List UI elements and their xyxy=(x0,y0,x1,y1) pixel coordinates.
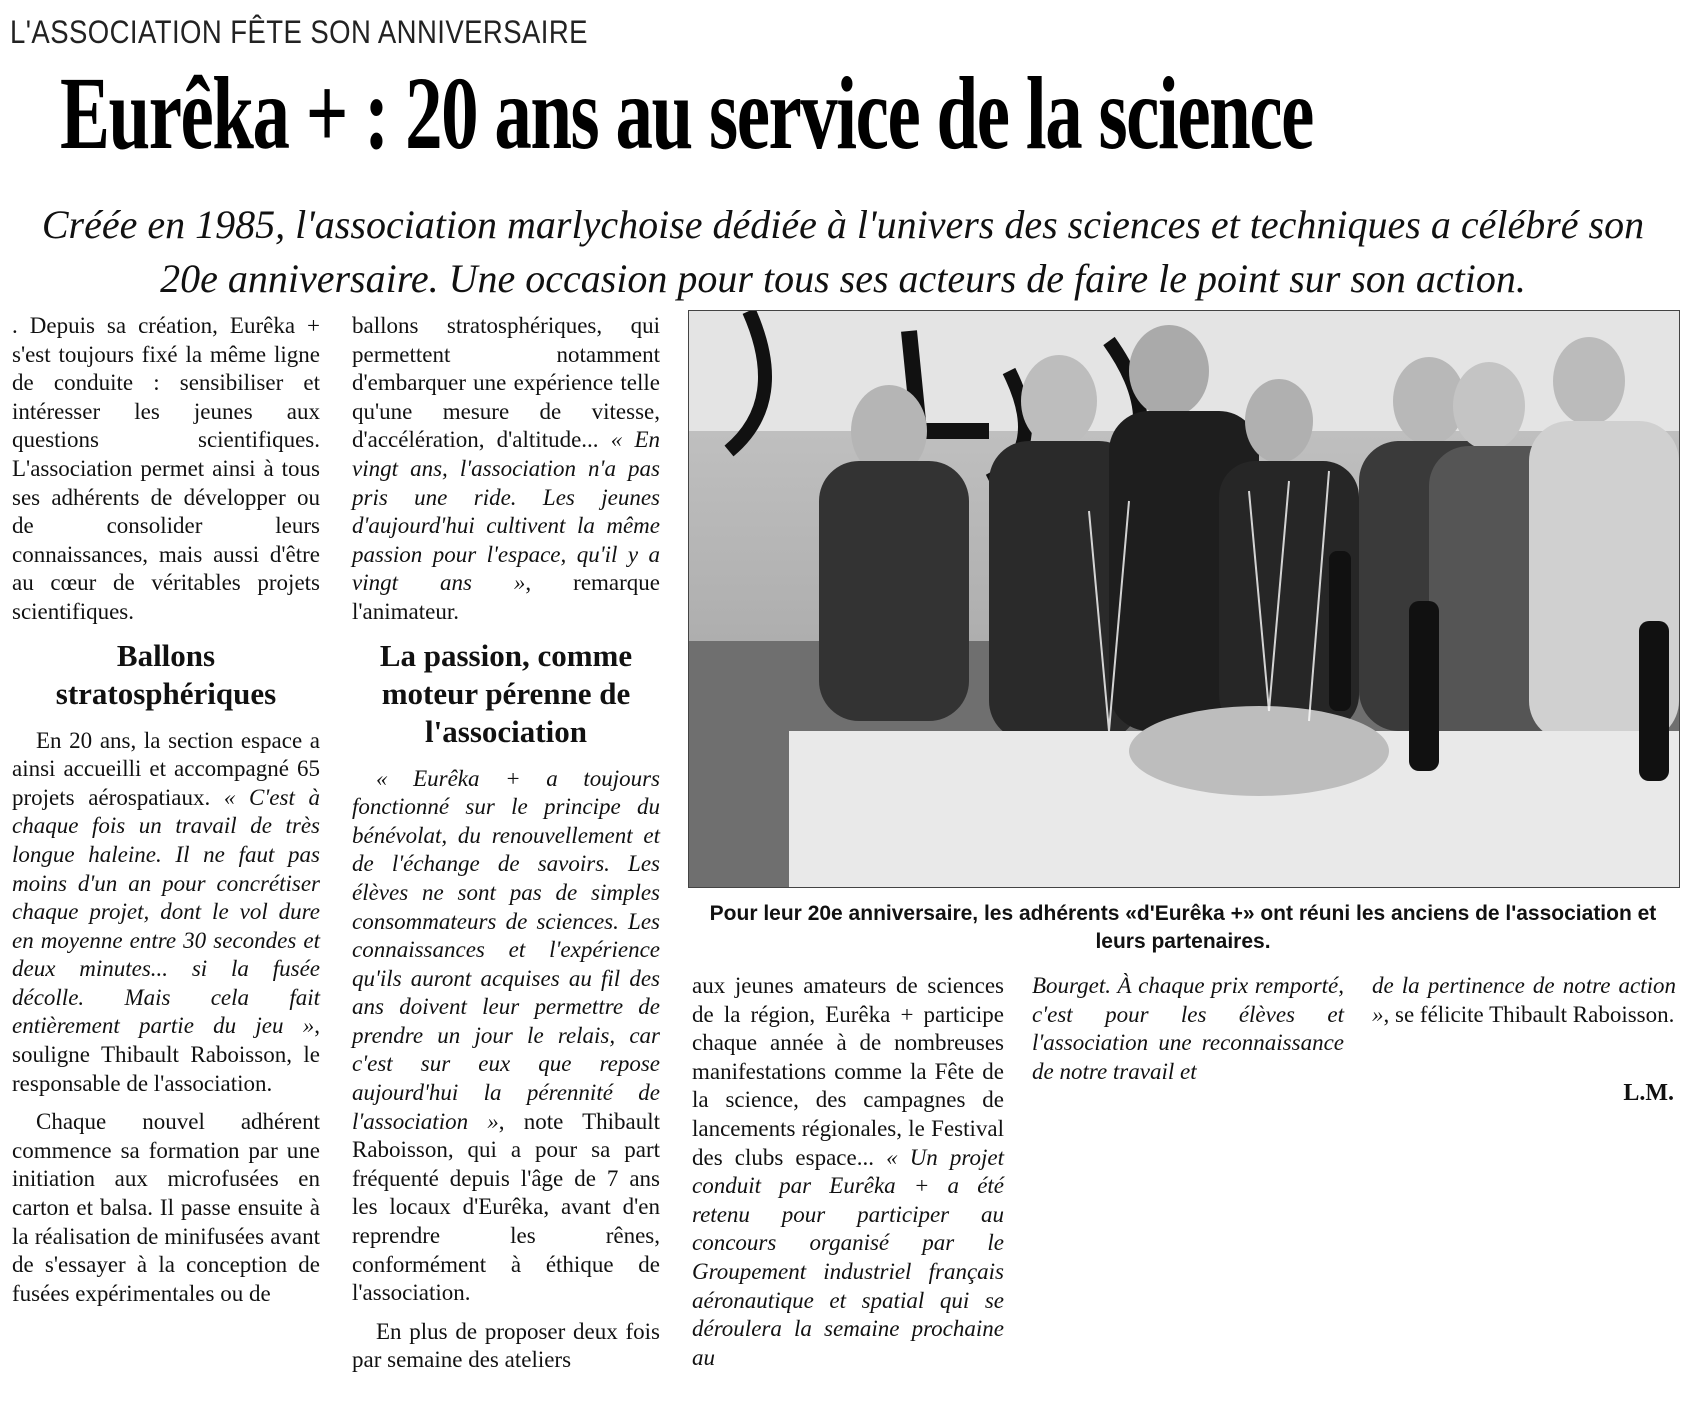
photo-caption: Pour leur 20e anniversaire, les adhérents «d'Eurêka +» ont réuni les anciens de l'association et leurs partenaires. xyxy=(709,902,1657,953)
paragraph: . Depuis sa création, Eurêka + s'est toujours fixé la même ligne de conduite : sensibiliser et intéresser les jeunes aux questions scientifiques. L'association permet ainsi à tous ses adhérents de développer ou de consolider leurs connaissances, mais aussi d'être au cœur de véritables projets scientifiques. xyxy=(12,313,320,624)
paragraph: « Eurêka + a toujours fonctionné sur le principe du bénévolat, du renouvellement et de l'échange de savoirs. Les élèves ne sont pas de simples consommateurs de sciences. Les connaissances et l'expérience qu'ils auront acquises au fil des ans doivent leur permettre de prendre un jour le relais, car c'est sur eux que repose aujourd'hui la pérennité de l'association », note Thibault Raboisson, qui a pour sa part fréquenté depuis l'âge de 7 ans les locaux d'Eurêka, avant d'en reprendre les rênes, conformément à éthique de l'association. xyxy=(352,765,660,1306)
text-column-3 xyxy=(692,972,1004,1382)
paragraph: Bourget. À chaque prix remporté, c'est pour les élèves et l'association une reconnaissance de notre travail et xyxy=(1032,973,1344,1084)
paragraph: ballons stratosphériques, qui permettent notamment d'embarquer une expérience telle qu'une mesure de vitesse, d'accélération, d'altitude... « En vingt ans, l'association n'a pas pris une ride. Les jeunes d'aujourd'hui cultivent la même passion pour l'espace, qu'il y a vingt ans », remarque l'animateur. xyxy=(352,313,660,624)
subheading-passion: La passion, comme moteur pérenne de l'association xyxy=(379,637,633,749)
paragraph: En 20 ans, la section espace a ainsi accueilli et accompagné 65 projets aérospatiaux. « C'est à chaque fois un travail de très longue haleine. Il ne faut pas moins d'un an pour concrétiser chaque projet, dont le vol dure en moyenne entre 30 secondes et deux minutes... si la fusée décolle. Mais cela fait entièrement partie du jeu », souligne Thibault Raboisson, le responsable de l'association. xyxy=(12,727,321,1096)
event-photo xyxy=(688,310,1680,888)
subheading-ballons: Ballons stratosphériques xyxy=(55,637,277,711)
paragraph: Chaque nouvel adhérent commence sa formation par une initiation aux microfusées en carton et balsa. Il passe ensuite à la réalisation de minifusées avant de s'essayer à la conception de fusées expérimentales ou de xyxy=(12,1109,320,1306)
text-column-1 xyxy=(12,312,320,1318)
paragraph: aux jeunes amateurs de sciences de la région, Eurêka + participe chaque année à de nombreuses manifestations comme la Fête de la science, des campagnes de lancements régionales, le Festival des clubs espace... « Un projet conduit par Eurêka + a été retenu pour participer au concours organisé par le Groupement industriel français aéronautique et spatial qui se déroulera la semaine prochaine au xyxy=(692,973,1004,1370)
byline: L.M. xyxy=(1623,1080,1674,1106)
paragraph: En plus de proposer deux fois par semaine des ateliers xyxy=(352,1318,660,1373)
article-headline: Eurêka + : 20 ans au service de la science xyxy=(60,56,1313,171)
article-kicker: L'ASSOCIATION FÊTE SON ANNIVERSAIRE xyxy=(10,14,588,50)
paragraph: de la pertinence de notre action », se félicite Thibault Raboisson. xyxy=(1372,973,1676,1027)
text-column-4 xyxy=(1032,972,1344,1096)
text-column-2 xyxy=(352,312,660,1385)
text-column-5 xyxy=(1372,972,1676,1039)
article-standfirst: Créée en 1985, l'association marlychoise dédiée à l'univers des sciences et techniques a célébré son 20e anniversaire. Une occasion pour tous ses acteurs de faire le point sur son action. xyxy=(41,202,1645,301)
